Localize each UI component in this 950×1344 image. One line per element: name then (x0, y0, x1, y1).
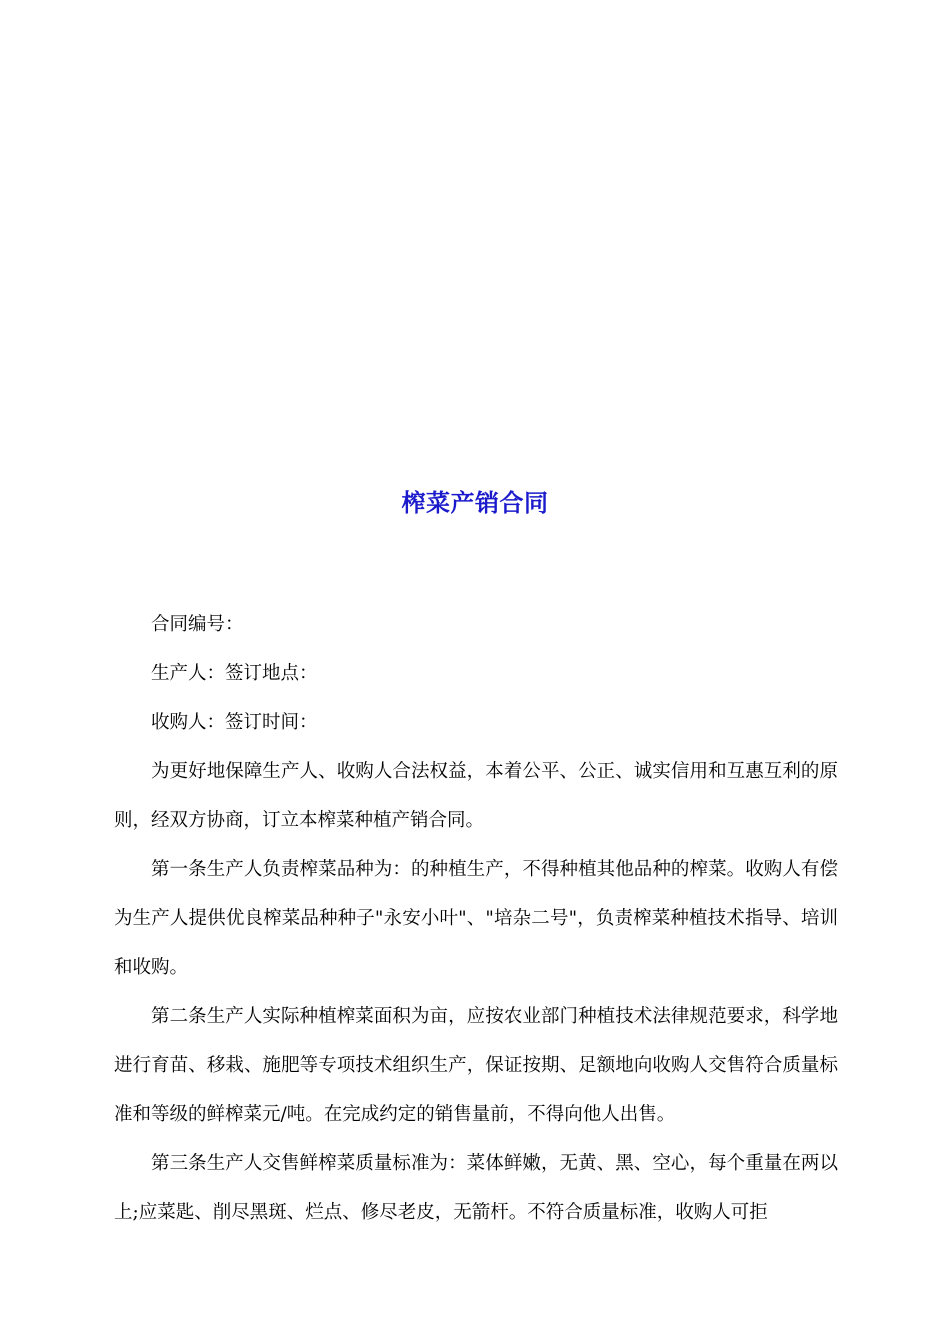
article-2-paragraph: 第二条生产人实际种植榨菜面积为亩，应按农业部门种植技术法律规范要求，科学地进行育苗、移栽、施肥等专项技术组织生产，保证按期、足额地向收购人交售符合质量标准和等级的鲜榨菜元/吨。在完成约定的销售量前，不得向他人出售。 (114, 1006, 838, 1125)
article-3-paragraph: 第三条生产人交售鲜榨菜质量标准为：菜体鲜嫩，无黄、黑、空心，每个重量在两以上;应菜匙、削尽黑斑、烂点、修尽老皮，无箭杆。不符合质量标准，收购人可拒 (114, 1153, 838, 1223)
document-title: 榨菜产销合同 (401, 489, 549, 517)
producer-signing-place-line: 生产人：签订地点： (151, 663, 318, 684)
contract-number-line: 合同编号： (151, 614, 244, 635)
buyer-signing-time-line: 收购人：签订时间： (151, 712, 318, 733)
preamble-paragraph: 为更好地保障生产人、收购人合法权益，本着公平、公正、诚实信用和互惠互利的原则，经双方协商，订立本榨菜种植产销合同。 (114, 761, 838, 831)
article-1-paragraph: 第一条生产人负责榨菜品种为：的种植生产，不得种植其他品种的榨菜。收购人有偿为生产人提供优良榨菜品种种子"永安小叶"、"培杂二号"，负责榨菜种植技术指导、培训和收购。 (114, 859, 838, 978)
document-body (114, 600, 838, 1237)
